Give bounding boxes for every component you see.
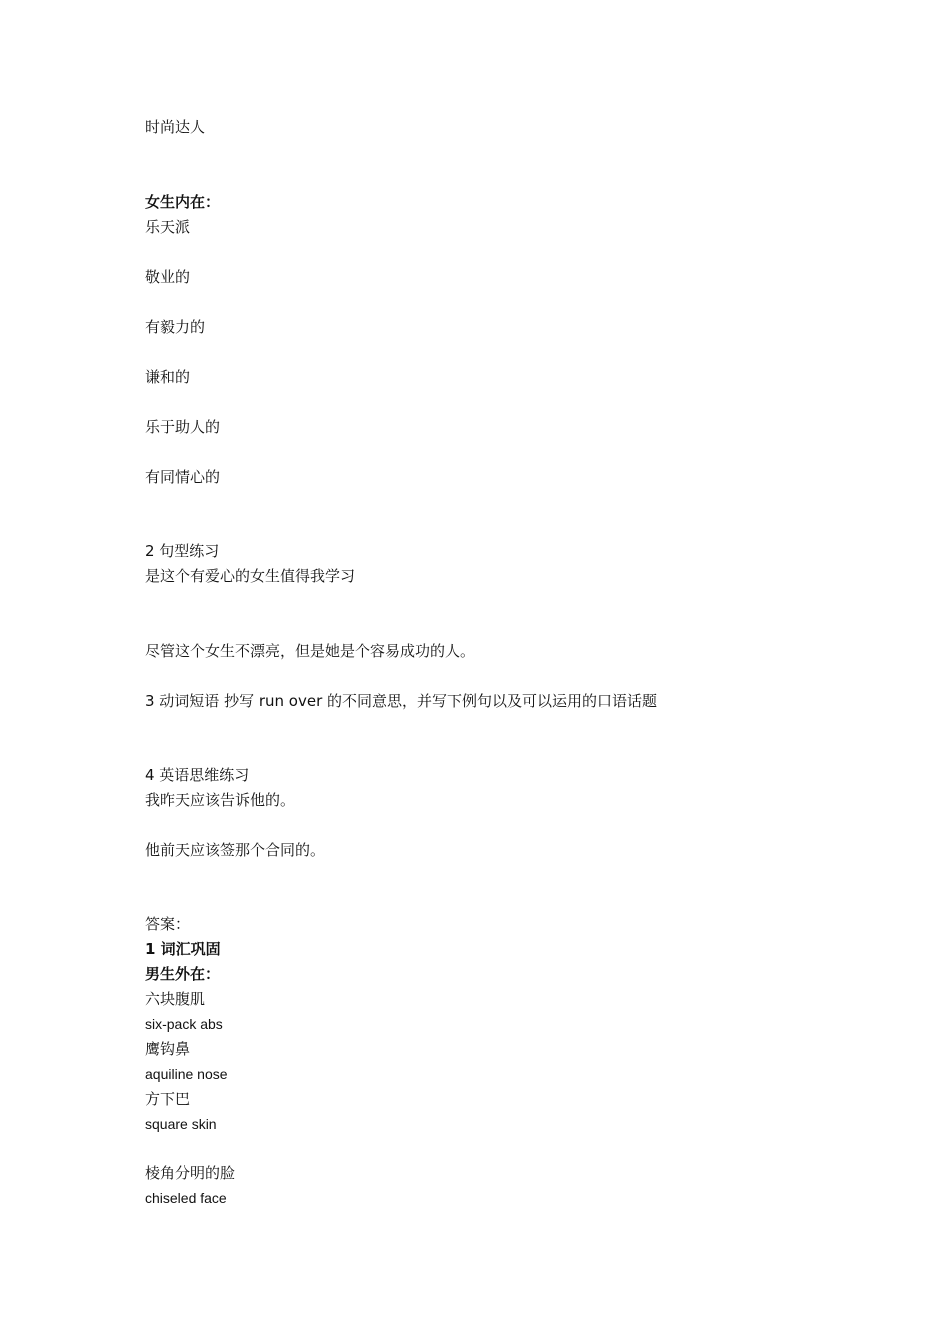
section-heading-english-thinking: 4 英语思维练习	[145, 766, 250, 784]
text-line-aquiline-cn: 鹰钩鼻	[145, 1040, 191, 1058]
text-line-persevering: 有毅力的	[145, 318, 206, 336]
text-line-fashion-person: 时尚达人	[145, 118, 206, 136]
text-line-helpful: 乐于助人的	[145, 418, 221, 436]
text-line-dedicated: 敬业的	[145, 268, 191, 286]
text-line-optimist: 乐天派	[145, 218, 191, 236]
heading-male-outer: 男生外在：	[145, 965, 221, 983]
text-line-thinking-1: 我昨天应该告诉他的。	[145, 791, 296, 809]
text-line-square-jaw-cn: 方下巴	[145, 1090, 191, 1108]
answers-label: 答案：	[145, 915, 191, 933]
text-line-six-pack-en: six-pack abs	[145, 1016, 223, 1032]
text-line-compassionate: 有同情心的	[145, 468, 221, 486]
text-line-modest: 谦和的	[145, 368, 191, 386]
section-heading-phrasal-verbs: 3 动词短语 抄写 run over 的不同意思，并写下例句以及可以运用的口语话题	[145, 692, 658, 710]
text-line-chiseled-cn: 棱角分明的脸	[145, 1164, 236, 1182]
section-heading-sentence-practice: 2 句型练习	[145, 542, 220, 560]
text-line-sentence-1: 是这个有爱心的女生值得我学习	[145, 567, 356, 585]
text-line-thinking-2: 他前天应该签那个合同的。	[145, 841, 326, 859]
text-line-square-jaw-en: square skin	[145, 1116, 217, 1132]
text-line-six-pack-cn: 六块腹肌	[145, 990, 206, 1008]
heading-female-inner: 女生内在：	[145, 193, 221, 211]
text-line-sentence-2: 尽管这个女生不漂亮，但是她是个容易成功的人。	[145, 642, 476, 660]
text-line-chiseled-en: chiseled face	[145, 1190, 227, 1206]
text-line-aquiline-en: aquiline nose	[145, 1066, 228, 1082]
heading-vocab-review: 1 词汇巩固	[145, 940, 221, 958]
